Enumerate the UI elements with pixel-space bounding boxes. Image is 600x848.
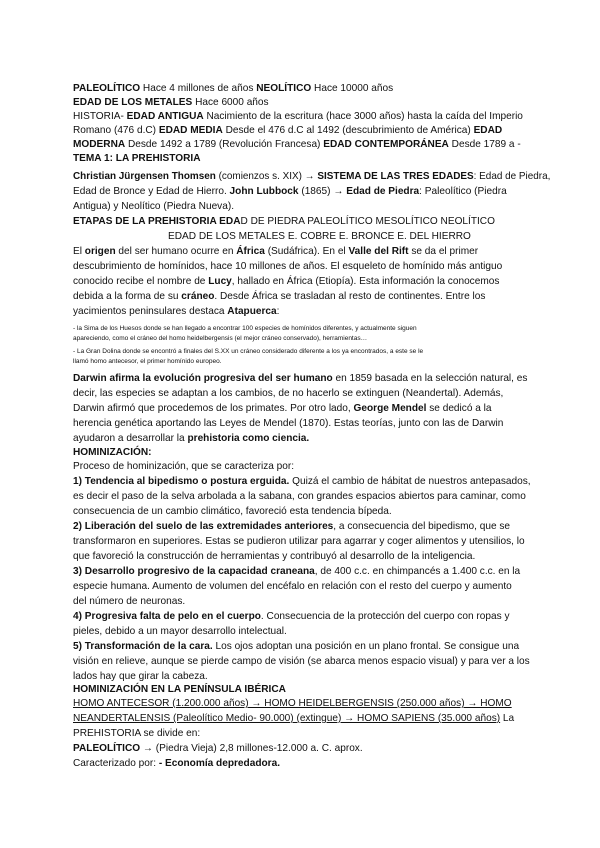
text-run: del ser humano ocurre en — [115, 246, 237, 257]
text-line — [73, 757, 280, 770]
text-line — [168, 230, 471, 243]
bold-text: PALEOLÍTICO — [73, 743, 141, 754]
text-run: NEANDERTALENSIS (Paleolítico Medio- 90.000) (extingue) → HOMO SAPIENS (35.000 años) — [73, 713, 501, 724]
text-line — [73, 185, 507, 198]
text-line — [73, 417, 503, 430]
text-run: Proceso de hominización, que se caracteriza por: — [73, 461, 295, 472]
text-run: descubrimiento de homínidos, hace 10 millones de años. El esqueleto de homínido más antiguo — [73, 261, 503, 272]
text-run: , hallado en África (Etiopía). Esta información la conocemos — [231, 276, 500, 287]
bold-text: cráneo — [181, 291, 215, 302]
text-line — [73, 625, 287, 638]
bold-text: EDAD MEDIA — [158, 125, 223, 136]
text-run: consecuencia de un cambio climático, favoreció esta tendencia bípeda. — [73, 506, 392, 517]
text-run: Quizá el cambio de hábitat de nuestros antepasados, — [289, 476, 531, 487]
bold-text: EDAD — [473, 125, 503, 136]
bold-text: George Mendel — [353, 403, 427, 414]
text-run: PREHISTORIA se divide en: — [73, 728, 201, 739]
text-line — [73, 670, 208, 683]
text-run: ayudaron a desarrollar la — [73, 433, 188, 444]
text-run: Hace 6000 años — [192, 97, 269, 108]
text-run: pieles, debido a un mayor desarrollo intelectual. — [73, 626, 287, 637]
text-run: HISTORIA- — [73, 111, 127, 122]
bold-text: prehistoria como ciencia. — [187, 433, 310, 444]
text-line — [73, 535, 525, 548]
bold-text: Edad de Piedra — [346, 186, 420, 197]
bold-text: EDAD CONTEMPORÁNEA — [323, 139, 449, 150]
bold-text: 4) Progresiva falta de pelo en el cuerpo — [73, 611, 261, 622]
text-run: Antigua) y Neolítico (Piedra Nueva). — [73, 201, 235, 212]
text-run: Los ojos adoptan una posición en un plano frontal. Se consigue una — [212, 641, 520, 652]
text-line — [73, 357, 222, 366]
text-run: visión en relieve, aunque se pierde campo de visión (se abarca menos espacio visual) y para ver a los — [73, 656, 530, 667]
bold-text: origen — [84, 246, 116, 257]
text-run: en 1859 basada en la selección natural, es — [332, 373, 528, 384]
text-run: HOMO ANTECESOR (1.200.000 años) → HOMO HEIDELBERGENSIS (250.000 años) → HOMO — [73, 698, 512, 709]
text-line — [73, 402, 492, 415]
text-run: Romano (476 d.C) — [73, 125, 159, 136]
text-run: Hace 10000 años — [311, 83, 394, 94]
bold-text: HOMINIZACIÓN EN LA PENÍNSULA IBÉRICA — [73, 684, 286, 695]
bold-text: MODERNA — [73, 139, 126, 150]
bold-text: Valle del Rift — [348, 246, 409, 257]
text-line — [73, 712, 514, 725]
text-line — [73, 245, 478, 258]
bold-text: Christian Jürgensen Thomsen — [73, 171, 216, 182]
bold-text: Atapuerca — [227, 306, 277, 317]
text-run: Edad de Bronce y Edad de Hierro. — [73, 186, 230, 197]
text-line — [73, 138, 521, 151]
text-line — [73, 610, 510, 623]
text-line — [73, 387, 503, 400]
text-run: : Edad de Piedra, — [473, 171, 551, 182]
bold-text: EDAD DE LOS METALES — [73, 97, 193, 108]
text-run: Hace 4 millones de años — [140, 83, 257, 94]
text-line — [73, 550, 475, 563]
bold-text: John Lubbock — [229, 186, 299, 197]
text-run: : Paleolítico (Piedra — [419, 186, 507, 197]
bold-text: ETAPAS DE LA PREHISTORIA EDA — [73, 216, 241, 227]
text-line — [73, 683, 286, 696]
text-run: La — [500, 713, 515, 724]
bold-text: 2) Liberación del suelo de las extremidades anteriores — [73, 521, 334, 532]
text-run: El — [73, 246, 85, 257]
text-line — [73, 215, 495, 228]
bold-text: Darwin afirma la evolución progresiva del ser humano — [73, 373, 333, 384]
text-line — [73, 742, 363, 755]
text-run: yacimientos peninsulares destaca — [73, 306, 228, 317]
bold-text: SISTEMA DE LAS TRES EDADES — [317, 171, 474, 182]
text-line — [73, 110, 523, 123]
bold-text: 3) Desarrollo progresivo de la capacidad craneana — [73, 566, 315, 577]
text-line — [73, 170, 550, 183]
text-run: Darwin afirmó que procedemos de los primates. Por otro lado, — [73, 403, 354, 414]
text-run: - la Sima de los Huesos donde se han llegado a encontrar 100 especies de homínidos diferentes, y actualmente siguen — [73, 325, 417, 332]
text-run: del número de neuronas. — [73, 596, 186, 607]
text-line — [73, 475, 531, 488]
text-run: (comienzos s. XIX) → — [215, 171, 318, 182]
text-line — [73, 460, 294, 473]
text-line — [73, 260, 502, 273]
text-line — [73, 372, 527, 385]
bold-text: TEMA 1: LA PREHISTORIA — [73, 153, 201, 164]
text-line — [73, 446, 152, 459]
text-line — [73, 505, 392, 518]
text-run: herencia genética aportando las Leyes de Mendel (1870). Estas teorías, junto con las de Darwin — [73, 418, 504, 429]
text-run: : — [276, 306, 280, 317]
bold-text: 1) Tendencia al bipedismo o postura erguida. — [73, 476, 290, 487]
text-line — [73, 595, 185, 608]
text-line — [73, 324, 417, 333]
text-run: . Desde África se trasladan al resto de continentes. Entre los — [214, 291, 486, 302]
text-run: Caracterizado por: — [73, 758, 159, 769]
text-run: Nacimiento de la escritura (hace 3000 años) hasta la caída del Imperio — [203, 111, 523, 122]
text-run: es decir el paso de la selva arbolada a la sabana, con grandes espacios abiertos para caminar, como — [73, 491, 526, 502]
text-run: transformaron en superiores. Estas se pudieron utilizar para agarrar y coger alimentos y utensilios, lo — [73, 536, 525, 547]
text-run: se da el primer — [408, 246, 479, 257]
text-line — [73, 727, 200, 740]
text-run: . Consecuencia de la protección del cuerpo con ropas y — [260, 611, 510, 622]
text-run: EDAD DE LOS METALES E. COBRE E. BRONCE E. DEL HIERRO — [168, 231, 471, 242]
text-line — [73, 124, 502, 137]
bold-text: - Economía depredadora. — [158, 758, 280, 769]
bold-text: Lucy — [208, 276, 232, 287]
text-run: (Sudáfrica). En el — [264, 246, 349, 257]
text-line — [73, 275, 499, 288]
text-line — [73, 334, 367, 343]
bold-text: EDAD ANTIGUA — [126, 111, 204, 122]
bold-text: NEOLÍTICO — [256, 83, 312, 94]
text-line — [73, 580, 512, 593]
text-line — [73, 697, 512, 710]
bold-text: África — [236, 246, 265, 257]
text-run: se dedicó a la — [426, 403, 492, 414]
text-line — [73, 520, 510, 533]
text-line — [73, 655, 530, 668]
text-run: llamó homo antecesor, el primer homínido europeo. — [73, 358, 222, 365]
text-run: (1865) → — [298, 186, 347, 197]
text-line — [73, 305, 279, 318]
text-run: D DE PIEDRA PALEOLÍTICO MESOLÍTICO NEOLÍTICO — [240, 216, 495, 227]
text-line — [73, 96, 269, 109]
text-run: → (Piedra Vieja) 2,8 millones-12.000 a. C. aprox. — [140, 743, 363, 754]
text-run: decir, las especies se adaptan a los cambios, de no hacerlo se extinguen (Neandertal). Además, — [73, 388, 504, 399]
text-run: apareciendo, como el cráneo del homo heidelbergensis (el mejor cráneo conservado), herramientas… — [73, 335, 368, 342]
text-run: lados hay que girar la cabeza. — [73, 671, 208, 682]
text-run: - La Gran Dolina donde se encontró a finales del S.XX un cráneo considerado diferente a los ya encontrados, a este se le — [73, 348, 424, 355]
text-line — [73, 565, 520, 578]
text-run: conocido recibe el nombre de — [73, 276, 209, 287]
text-run: que favoreció la construcción de herramientas y contribuyó al desarrollo de la inteligencia. — [73, 551, 476, 562]
text-run: Desde 1789 a - — [448, 139, 521, 150]
text-run: , de 400 c.c. en chimpancés a 1.400 c.c. en la — [314, 566, 521, 577]
text-line — [73, 432, 309, 445]
text-run: especie humana. Aumento de volumen del encéfalo en relación con el resto del cuerpo y aumento — [73, 581, 512, 592]
text-line — [73, 290, 485, 303]
text-run: Desde 1492 a 1789 (Revolución Francesa) — [125, 139, 324, 150]
text-line — [73, 82, 393, 95]
bold-text: PALEOLÍTICO — [73, 83, 141, 94]
text-line — [73, 347, 423, 356]
text-line — [73, 640, 519, 653]
text-line — [73, 200, 234, 213]
text-line — [73, 152, 201, 165]
bold-text: 5) Transformación de la cara. — [73, 641, 213, 652]
text-line — [73, 490, 526, 503]
bold-text: HOMINIZACIÓN: — [73, 447, 152, 458]
text-run: debida a la forma de su — [73, 291, 182, 302]
text-run: Desde el 476 d.C al 1492 (descubrimiento de América) — [222, 125, 474, 136]
text-run: , a consecuencia del bipedismo, que se — [333, 521, 511, 532]
